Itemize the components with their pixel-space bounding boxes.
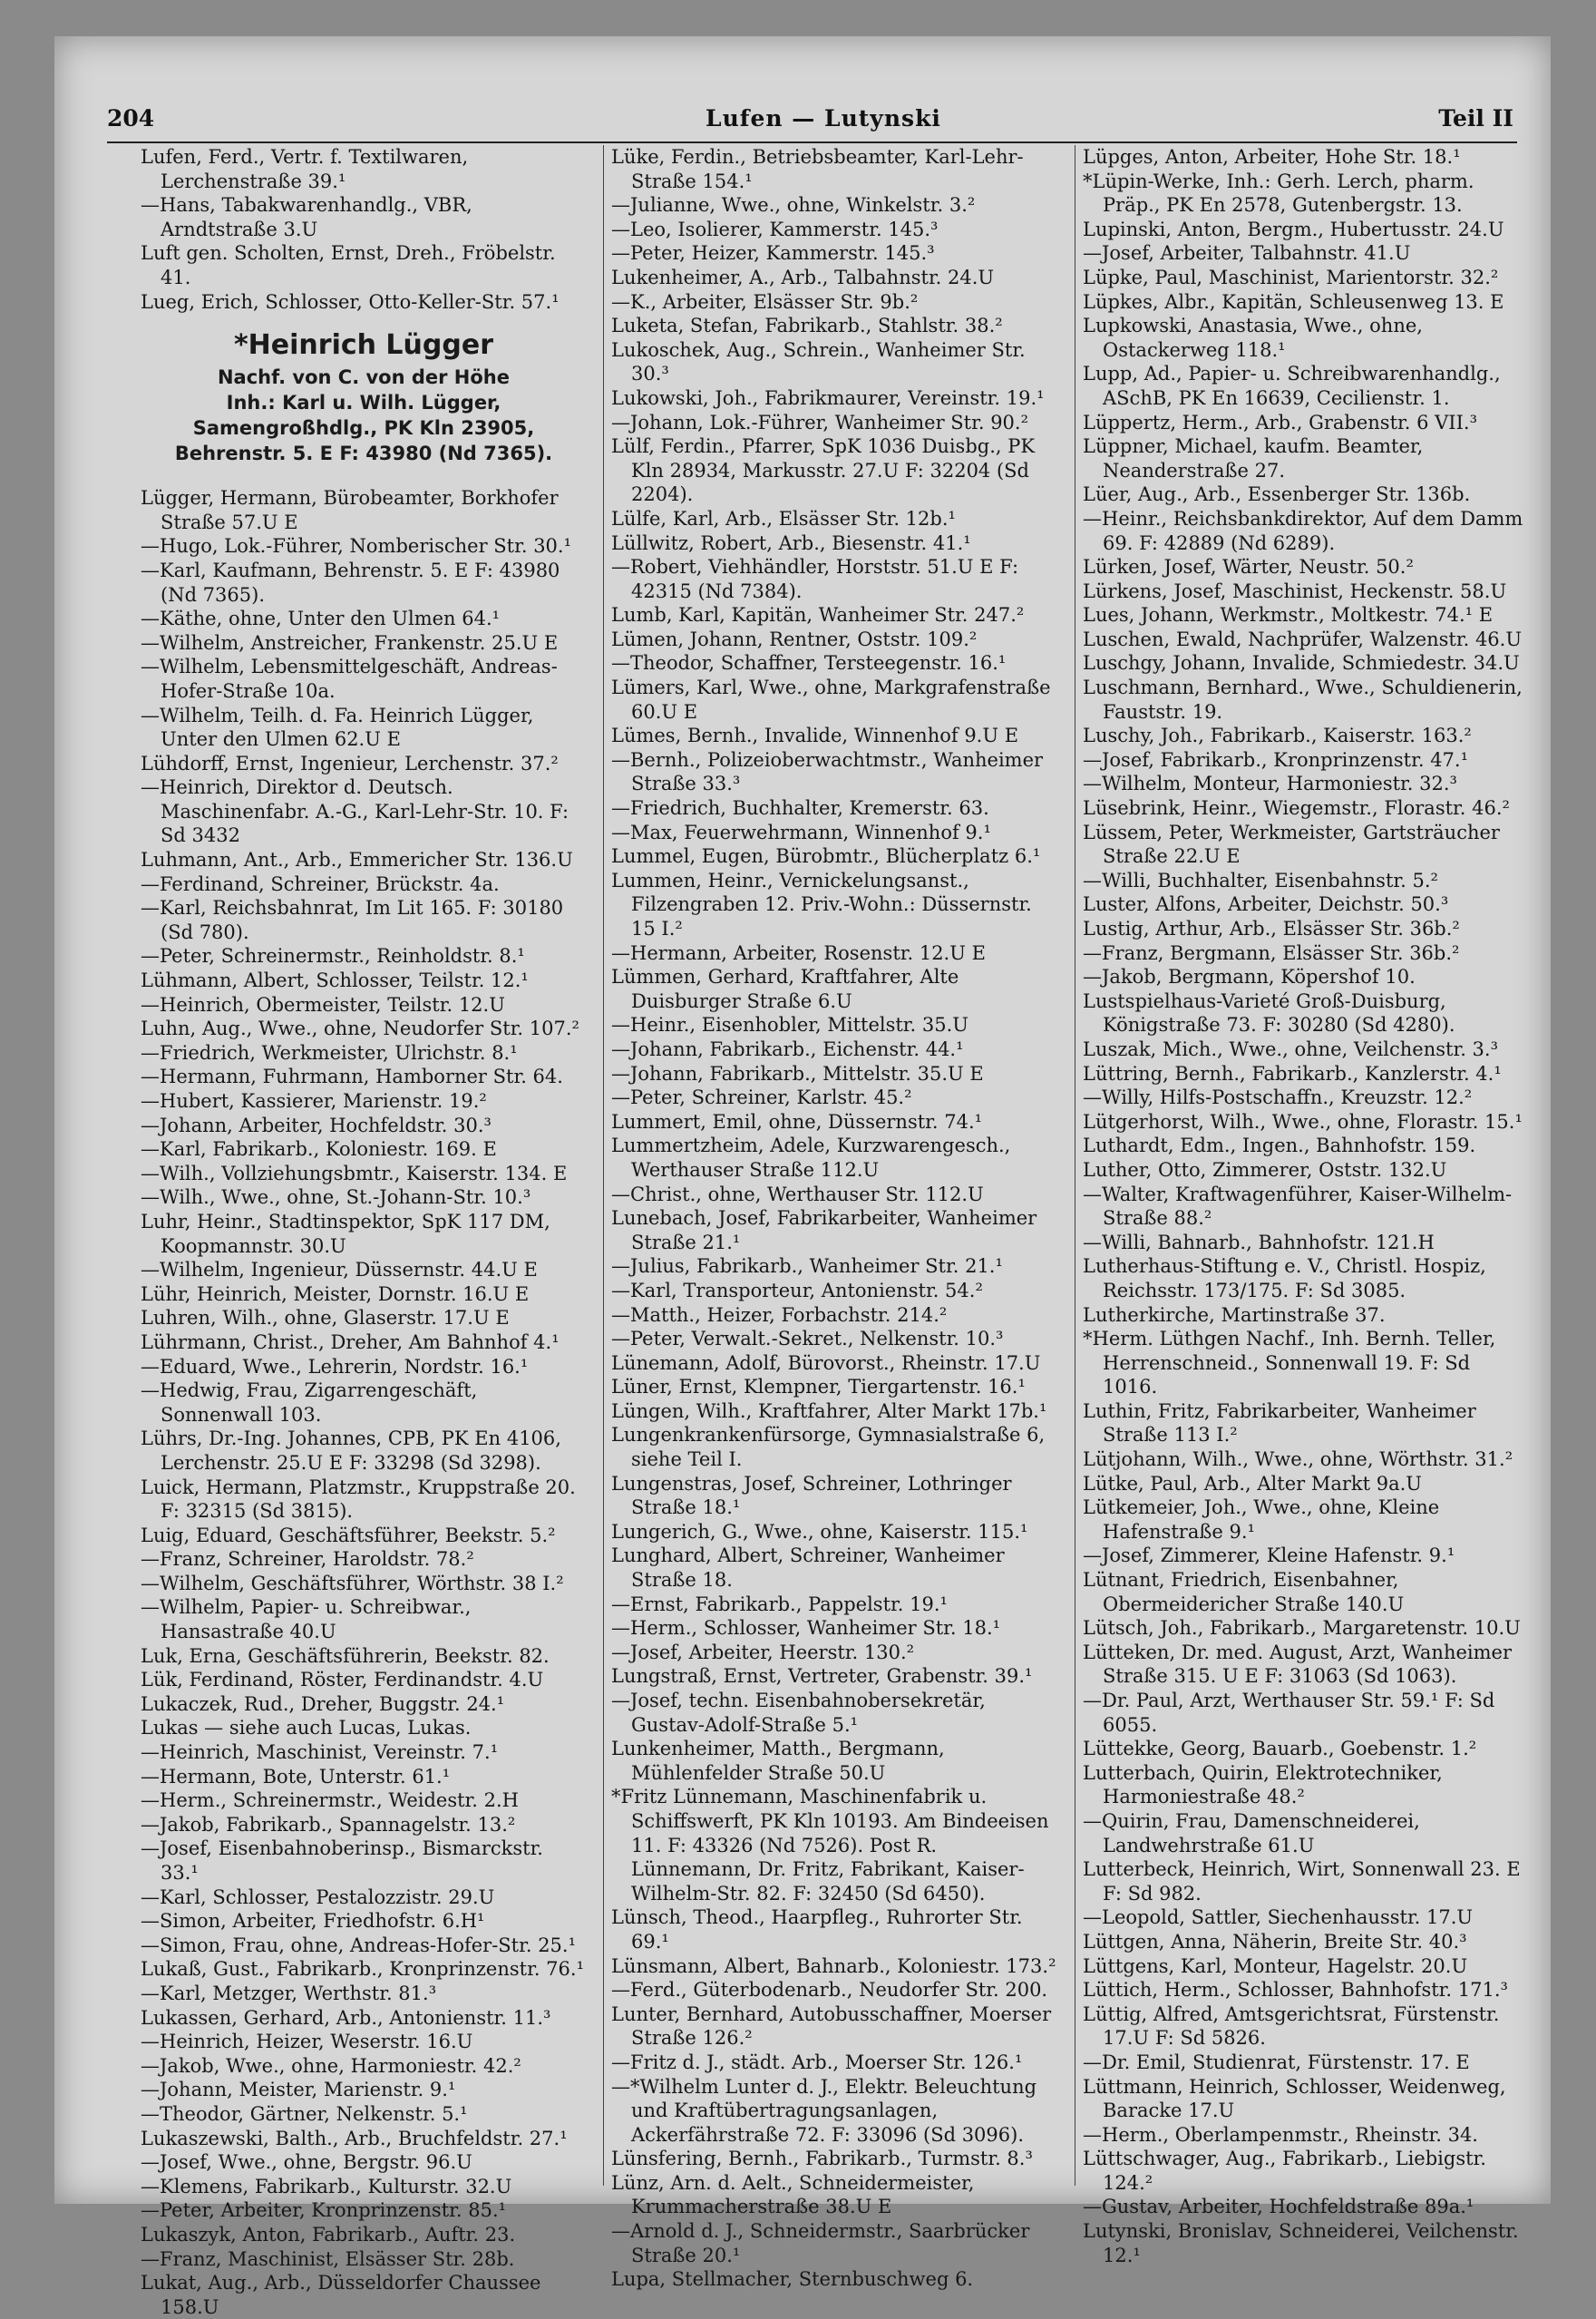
directory-entry: —Johann, Arbeiter, Hochfeldstr. 30.³ [141,1114,491,1136]
directory-entry: —Hubert, Kassierer, Marienstr. 19.² [141,1090,487,1112]
directory-entry: —Eduard, Wwe., Lehrerin, Nordstr. 16.¹ [141,1355,529,1378]
advertisement-line: Nachf. von C. von der Höhe [217,366,510,389]
directory-entry: —Heinr., Eisenhobler, Mittelstr. 35.U [611,1014,968,1037]
directory-column-1 [141,145,587,2318]
directory-entry: —Karl, Metzger, Werthstr. 81.³ [141,1982,437,2004]
directory-entry: —Josef, Fabrikarb., Kronprinzenstr. 47.¹ [1083,748,1469,771]
directory-entry: Lütke, Paul, Arb., Alter Markt 9a.U [1083,1472,1423,1495]
directory-entry: —Hugo, Lok.-Führer, Nomberischer Str. 30.¹ [141,535,572,558]
directory-entry: —Johann, Lok.-Führer, Wanheimer Str. 90.² [611,411,1029,434]
directory-entry: Lümmen, Gerhard, Kraftfahrer, Alte Duisburger Straße 6.U [611,966,959,1012]
directory-entry: *Lüpin-Werke, Inh.: Gerh. Lerch, pharm. Präp., PK En 2578, Gutenbergstr. 13. [1083,170,1474,217]
directory-entry: Lülf, Ferdin., Pfarrer, SpK 1036 Duisbg., PK Kln 28934, Markusstr. 27.U F: 32204 (Sd 2204). [611,435,1036,506]
directory-entry: —Arnold d. J., Schneidermstr., Saarbrücker Straße 20.¹ [611,2220,1030,2266]
directory-entry: Lünz, Arn. d. Aelt., Schneidermeister, Krummacherstraße 38.U E [611,2171,975,2218]
directory-entry: —Wilh., Wwe., ohne, St.-Johann-Str. 10.³ [141,1186,531,1209]
directory-entry: —Matth., Heizer, Forbachstr. 214.² [611,1303,948,1326]
directory-column-3 [1075,145,1529,2266]
directory-entry: Lupp, Ad., Papier- u. Schreibwarenhandlg., ASchB, PK En 16639, Cecilienstr. 1. [1083,363,1501,409]
directory-entry: Lukassen, Gerhard, Arb., Antonienstr. 11.³ [141,2006,551,2029]
directory-entry: —Karl, Fabrikarb., Koloniestr. 169. E [141,1138,497,1161]
directory-entry: Lustig, Arthur, Arb., Elsässer Str. 36b.² [1083,918,1460,940]
directory-entry: —Wilhelm, Ingenieur, Düssernstr. 44.U E [141,1259,538,1281]
directory-entry: Lüppner, Michael, kaufm. Beamter, Neanderstraße 27. [1083,435,1424,482]
directory-entry: —Jakob, Fabrikarb., Spannagelstr. 13.² [141,1813,516,1836]
directory-entry: —Josef, Wwe., ohne, Bergstr. 96.U [141,2151,472,2174]
directory-entry: Luschmann, Bernhard., Wwe., Schuldienerin, Fauststr. 19. [1083,677,1523,723]
directory-entry: —Ferd., Güterbodenarb., Neudorfer Str. 200. [611,1979,1048,2002]
directory-entry: Lürken, Josef, Wärter, Neustr. 50.² [1083,556,1414,579]
directory-entry: —Herm., Schreinermstr., Weidestr. 2.H [141,1789,519,1812]
directory-entry: —Hans, Tabakwarenhandlg., VBR, Arndtstraße 3.U [141,194,472,240]
directory-entry: Lütnant, Friedrich, Eisenbahner, Obermeidericher Straße 140.U [1083,1569,1405,1615]
directory-entry: Lünsmann, Albert, Bahnarb., Koloniestr. 173.² [611,1954,1056,1977]
directory-entry: Lukaszyk, Anton, Fabrikarb., Auftr. 23. [141,2223,516,2246]
directory-entry: —Dr. Emil, Studienrat, Fürstenstr. 17. E [1083,2051,1470,2073]
directory-entry: —Hermann, Bote, Unterstr. 61.¹ [141,1765,451,1788]
directory-entry: —Fritz d. J., städt. Arb., Moerser Str. 126.¹ [611,2051,1023,2073]
directory-entry: —K., Arbeiter, Elsässer Str. 9b.² [611,290,919,313]
directory-entry: Lungenstras, Josef, Schreiner, Lothringer Straße 18.¹ [611,1472,1012,1519]
directory-entry: Luther, Otto, Zimmerer, Oststr. 132.U [1083,1158,1447,1181]
directory-entry: —Leopold, Sattler, Siechenhausstr. 17.U [1083,1906,1474,1929]
directory-entry: Lutterbeck, Heinrich, Wirt, Sonnenwall 23. E F: Sd 982. [1083,1858,1521,1905]
directory-entry: Lungerich, G., Wwe., ohne, Kaiserstr. 115.¹ [611,1520,1028,1543]
directory-entry: —Karl, Kaufmann, Behrenstr. 5. E F: 43980 (Nd 7365). [141,559,560,606]
directory-entry: —Max, Feuerwehrmann, Winnenhof 9.¹ [611,821,991,843]
directory-entry: —Peter, Schreiner, Karlstr. 45.² [611,1086,912,1109]
directory-entry: Lukoschek, Aug., Schrein., Wanheimer Str. 30.³ [611,338,1026,385]
directory-entry: —Ferdinand, Schreiner, Brückstr. 4a. [141,872,500,895]
directory-entry: Lueg, Erich, Schlosser, Otto-Keller-Str. 57.¹ [141,290,560,313]
directory-entry: Luick, Hermann, Platzmstr., Kruppstraße 20. F: 32315 (Sd 3815). [141,1476,576,1523]
directory-entry: —Hermann, Fuhrmann, Hamborner Str. 64. [141,1066,563,1088]
directory-entry: —*Wilhelm Lunter d. J., Elektr. Beleuchtung und Kraftübertragungsanlagen, Ackerfährstraße 72. F: 33096 (Sd 3096). [611,2075,1037,2146]
directory-entry: Lüsebrink, Heinr., Wiegemstr., Florastr. 46.² [1083,797,1510,820]
directory-entry: Lügger, Hermann, Bürobeamter, Borkhofer Straße 57.U E [141,487,559,533]
entry-range: Lufen — Lutynski [706,105,941,132]
directory-entry: —Karl, Schlosser, Pestalozzistr. 29.U [141,1885,495,1908]
directory-entry: —Willy, Hilfs-Postschaffn., Kreuzstr. 12.² [1083,1086,1473,1109]
directory-entry: —Josef, Arbeiter, Heerstr. 130.² [611,1641,915,1663]
directory-entry: —Wilhelm, Anstreicher, Frankenstr. 25.U E [141,631,559,654]
directory-entry: Lüttschwager, Aug., Fabrikarb., Liebigstr. 124.² [1083,2148,1486,2194]
directory-entry: Lues, Johann, Werkmstr., Moltkestr. 74.¹ E [1083,604,1494,627]
directory-entry: Lüllwitz, Robert, Arb., Biesenstr. 41.¹ [611,531,971,554]
directory-entry: —Johann, Fabrikarb., Mittelstr. 35.U E [611,1062,984,1085]
section-label: Teil II [1438,105,1513,132]
directory-entry: Luschen, Ewald, Nachprüfer, Walzenstr. 46.U [1083,628,1523,650]
directory-entry: Lürkens, Josef, Maschinist, Heckenstr. 58.U [1083,580,1507,602]
directory-entry: Lunkenheimer, Matth., Bergmann, Mühlenfelder Straße 50.U [611,1738,945,1784]
directory-entry: —Ernst, Fabrikarb., Pappelstr. 19.¹ [611,1593,948,1615]
directory-entry: Luthin, Fritz, Fabrikarbeiter, Wanheimer Straße 113 I.² [1083,1399,1476,1447]
directory-entry: Lüssem, Peter, Werkmeister, Gartsträucher Straße 22.U E [1083,821,1500,868]
directory-entry: —Christ., ohne, Werthauser Str. 112.U [611,1183,984,1205]
directory-entry: —Wilhelm, Geschäftsführer, Wörthstr. 38 I.² [141,1572,564,1594]
directory-entry: Lummert, Emil, ohne, Düssernstr. 74.¹ [611,1110,983,1133]
directory-entry: —Käthe, ohne, Unter den Ulmen 64.¹ [141,608,501,630]
directory-entry: —Peter, Arbeiter, Kronprinzenstr. 85.¹ [141,2199,507,2222]
directory-entry: —Jakob, Wwe., ohne, Harmoniestr. 42.² [141,2054,521,2077]
directory-entry: Lümen, Johann, Rentner, Oststr. 109.² [611,628,978,650]
directory-entry: —Franz, Bergmann, Elsässer Str. 36b.² [1083,941,1460,964]
directory-entry: Lupinski, Anton, Bergm., Hubertusstr. 24.U [1083,218,1504,240]
directory-entry: Lummel, Eugen, Bürobmtr., Blücherplatz 6.¹ [611,845,1041,868]
directory-entry: —Herm., Schlosser, Wanheimer Str. 18.¹ [611,1617,1001,1640]
directory-entry: Luhr, Heinr., Stadtinspektor, SpK 117 DM, Koopmannstr. 30.U [141,1210,550,1257]
directory-entry: —Leo, Isolierer, Kammerstr. 145.³ [611,218,939,240]
directory-entry: Lukaszewski, Balth., Arb., Bruchfeldstr. 27.¹ [141,2127,568,2149]
directory-entry: Lütsch, Joh., Fabrikarb., Margaretenstr. 10.U [1083,1617,1521,1640]
directory-entry: —Josef, Eisenbahnoberinsp., Bismarckstr. 33.¹ [141,1837,543,1884]
directory-entry: Lüttgen, Anna, Näherin, Breite Str. 40.³ [1083,1930,1467,1953]
directory-entry: Luig, Eduard, Geschäftsführer, Beekstr. 5.² [141,1524,556,1546]
directory-entry: Luhmann, Ant., Arb., Emmericher Str. 136.U [141,849,573,872]
directory-entry: —Quirin, Frau, Damenschneiderei, Landwehrstraße 61.U [1083,1809,1420,1856]
directory-entry: —Friedrich, Buchhalter, Kremerstr. 63. [611,797,989,820]
directory-entry: Lungstraß, Ernst, Vertreter, Grabenstr. 39.¹ [611,1665,1033,1688]
directory-entry: —Josef, Arbeiter, Talbahnstr. 41.U [1083,242,1411,265]
directory-entry: Lukat, Aug., Arb., Düsseldorfer Chaussee 158.U [141,2272,541,2318]
directory-entry: Lüngen, Wilh., Kraftfahrer, Alter Markt 17b.¹ [611,1399,1047,1422]
directory-entry: Lük, Ferdinand, Röster, Ferdinandstr. 4.U [141,1669,544,1691]
directory-entry: —Heinrich, Direktor d. Deutsch. Maschinenfabr. A.-G., Karl-Lehr-Str. 10. F: Sd 3432 [141,776,569,847]
directory-entry: Lukas — siehe auch Lucas, Lukas. [141,1717,472,1739]
directory-entry: Lukaß, Gust., Fabrikarb., Kronprinzenstr. 76.¹ [141,1958,584,1981]
directory-entry: —Hedwig, Frau, Zigarrengeschäft, Sonnenwall 103. [141,1379,478,1426]
directory-entry: Lütgerhorst, Wilh., Wwe., ohne, Florastr. 15.¹ [1083,1110,1523,1133]
directory-entry: *Fritz Lünnemann, Maschinenfabrik u. Schiffswerft, PK Kln 10193. Am Bindeeisen 11. F: 43326 (Nd 7526). Post R. Lünnemann, Dr. Fritz, Fabrikant, Kaiser-Wilhelm-Str. 82. F: 32450 (Sd 6450). [611,1786,1049,1905]
directory-entry: —Heinrich, Maschinist, Vereinstr. 7.¹ [141,1741,499,1764]
directory-entry: Lüttgens, Karl, Monteur, Hagelstr. 20.U [1083,1954,1468,1977]
directory-entry: —Heinrich, Obermeister, Teilstr. 12.U [141,993,505,1016]
directory-entry: —Josef, techn. Eisenbahnobersekretär, Gustav-Adolf-Straße 5.¹ [611,1690,986,1736]
page-header [107,102,1517,143]
directory-entry: —Theodor, Schaffner, Tersteegenstr. 16.¹ [611,652,1007,675]
directory-entry: —Franz, Maschinist, Elsässer Str. 28b. [141,2247,515,2270]
directory-entry: Lüttring, Bernh., Fabrikarb., Kanzlerstr. 4.¹ [1083,1062,1502,1085]
directory-entry: Lünemann, Adolf, Bürovorst., Rheinstr. 17.U [611,1351,1041,1374]
directory-entry: Lührs, Dr.-Ing. Johannes, CPB, PK En 4106, Lerchenstr. 25.U E F: 33298 (Sd 3298). [141,1427,561,1474]
directory-entry: Lukowski, Joh., Fabrikmaurer, Vereinstr. 19.¹ [611,386,1045,409]
directory-entry: —Julius, Fabrikarb., Wanheimer Str. 21.¹ [611,1255,1003,1278]
directory-entry: Lutterbach, Quirin, Elektrotechniker, Harmoniestraße 48.² [1083,1761,1443,1808]
directory-entry: —Gustav, Arbeiter, Hochfeldstraße 89a.¹ [1083,2196,1474,2218]
directory-entry: —Klemens, Fabrikarb., Kulturstr. 32.U [141,2175,512,2197]
directory-entry: Luketa, Stefan, Fabrikarb., Stahlstr. 38.² [611,315,1003,337]
directory-entry: Lunebach, Josef, Fabrikarbeiter, Wanheimer Straße 21.¹ [611,1207,1037,1253]
directory-entry: Lünsch, Theod., Haarpfleg., Ruhrorter Str. 69.¹ [611,1906,1023,1953]
directory-entry: Lütjohann, Wilh., Wwe., ohne, Wörthstr. 31.² [1083,1448,1513,1471]
directory-entry: —Bernh., Polizeioberwachtmstr., Wanheimer Straße 33.³ [611,748,1044,795]
directory-entry: Luszak, Mich., Wwe., ohne, Veilchenstr. 3.³ [1083,1038,1499,1060]
directory-entry: Lupa, Stellmacher, Sternbuschweg 6. [611,2268,974,2291]
directory-entry: Lüttmann, Heinrich, Schlosser, Weidenweg, Baracke 17.U [1083,2075,1506,2122]
directory-entry: Lufen, Ferd., Vertr. f. Textilwaren, Lerchenstraße 39.¹ [141,146,469,192]
directory-entry: Luhren, Wilh., ohne, Glaserstr. 17.U E [141,1307,510,1330]
directory-entry: —Willi, Bahnarb., Bahnhofstr. 121.H [1083,1231,1435,1253]
directory-entry: Lümers, Karl, Wwe., ohne, Markgrafenstraße 60.U E [611,677,1051,723]
directory-entry: —Heinr., Reichsbankdirektor, Auf dem Damm 69. F: 42889 (Nd 6289). [1083,507,1523,554]
directory-entry: Lüpkes, Albr., Kapitän, Schleusenweg 13. E [1083,290,1504,313]
directory-entry: —Wilhelm, Monteur, Harmoniestr. 32.³ [1083,773,1457,795]
directory-entry: —Simon, Arbeiter, Friedhofstr. 6.H¹ [141,1910,485,1933]
directory-entry: Lüke, Ferdin., Betriebsbeamter, Karl-Lehr-Straße 154.¹ [611,146,1024,192]
directory-entry: —Julianne, Wwe., ohne, Winkelstr. 3.² [611,194,976,217]
directory-entry: Lühr, Heinrich, Meister, Dornstr. 16.U E [141,1282,530,1305]
directory-entry: Lupkowski, Anastasia, Wwe., ohne, Ostackerweg 118.¹ [1083,315,1423,361]
directory-entry: Lümes, Bernh., Invalide, Winnenhof 9.U E [611,725,1019,747]
directory-entry: —Franz, Schreiner, Haroldstr. 78.² [141,1548,474,1571]
directory-entry: Luschgy, Johann, Invalide, Schmiedestr. 34.U [1083,652,1520,675]
directory-entry: Lüpke, Paul, Maschinist, Marientorstr. 32.² [1083,266,1499,288]
page-number: 204 [107,105,155,132]
directory-entry: Lüttig, Alfred, Amtsgerichtsrat, Fürstenstr. 17.U F: Sd 5826. [1083,2002,1500,2050]
directory-entry: Lustspielhaus-Varieté Groß-Duisburg, Königstraße 73. F: 30280 (Sd 4280). [1083,989,1455,1037]
directory-entry: Lutherkirche, Martinstraße 37. [1083,1303,1386,1326]
directory-entry: —Wilhelm, Teilh. d. Fa. Heinrich Lügger, Unter den Ulmen 62.U E [141,704,534,751]
advertisement-block [141,326,587,466]
directory-entry: Lühmann, Albert, Schlosser, Teilstr. 12.¹ [141,969,529,992]
directory-entry: Lumb, Karl, Kapitän, Wanheimer Str. 247.² [611,604,1025,627]
directory-entry: Lüner, Ernst, Klempner, Tiergartenstr. 16.¹ [611,1376,1026,1398]
directory-entry: —Jakob, Bergmann, Köpershof 10. [1083,966,1416,989]
directory-entry: Lühdorff, Ernst, Ingenieur, Lerchenstr. 37.² [141,752,559,775]
directory-entry: Lütkemeier, Joh., Wwe., ohne, Kleine Hafenstraße 9.¹ [1083,1496,1440,1543]
directory-entry: —Herm., Oberlampenmstr., Rheinstr. 34. [1083,2123,1478,2146]
directory-entry: Lummen, Heinr., Vernickelungsanst., Filzengraben 12. Priv.-Wohn.: Düssernstr. 15 I.² [611,869,1032,940]
directory-entry: —Johann, Meister, Marienstr. 9.¹ [141,2079,456,2101]
directory-entry: —Johann, Fabrikarb., Eichenstr. 44.¹ [611,1038,964,1060]
directory-entry: Luk, Erna, Geschäftsführerin, Beekstr. 82. [141,1644,550,1667]
directory-entry: Lüppertz, Herm., Arb., Grabenstr. 6 VII.³ [1083,411,1477,434]
directory-entry: Lünsfering, Bernh., Fabrikarb., Turmstr. 8.³ [611,2148,1033,2170]
directory-entry: —Karl, Transporteur, Antonienstr. 54.² [611,1279,983,1301]
directory-entry: —Simon, Frau, ohne, Andreas-Hofer-Str. 25.¹ [141,1934,577,1956]
directory-entry: Lüpges, Anton, Arbeiter, Hohe Str. 18.¹ [1083,146,1461,168]
directory-entry: Luhn, Aug., Wwe., ohne, Neudorfer Str. 107.² [141,1018,579,1040]
directory-column-2 [603,145,1057,2291]
directory-entry: Luthardt, Edm., Ingen., Bahnhofstr. 159. [1083,1135,1476,1157]
directory-entry: —Karl, Reichsbahnrat, Im Lit 165. F: 30180 (Sd 780). [141,897,564,943]
directory-entry: Lütteken, Dr. med. August, Arzt, Wanheimer Straße 315. U E F: 31063 (Sd 1063). [1083,1641,1512,1688]
directory-entry: Lülfe, Karl, Arb., Elsässer Str. 12b.¹ [611,507,956,530]
advertisement-title: *Heinrich Lügger [233,329,493,362]
directory-entry: —Wilh., Vollziehungsbmtr., Kaiserstr. 134. E [141,1162,568,1184]
directory-entry: —Theodor, Gärtner, Nelkenstr. 5.¹ [141,2102,468,2125]
directory-entry: Luft gen. Scholten, Ernst, Dreh., Fröbelstr. 41. [141,242,556,288]
directory-entry: Lukaczek, Rud., Dreher, Buggstr. 24.¹ [141,1692,505,1715]
directory-entry: Lüttich, Herm., Schlosser, Bahnhofstr. 171.³ [1083,1979,1508,2002]
directory-entry: —Wilhelm, Papier- u. Schreibwar., Hansastraße 40.U [141,1596,472,1643]
directory-entry: —Peter, Heizer, Kammerstr. 145.³ [611,242,935,265]
directory-entry: Lungenkrankenfürsorge, Gymnasialstraße 6, siehe Teil I. [611,1424,1046,1471]
advertisement-line: Inh.: Karl u. Wilh. Lügger, Samengroßhdlg., PK Kln 23905, Behrenstr. 5. E F: 43980 (Nd 7365). [174,392,553,465]
directory-entry: —Josef, Zimmerer, Kleine Hafenstr. 9.¹ [1083,1544,1455,1567]
directory-entry: Lutynski, Bronislav, Schneiderei, Veilchenstr. 12.¹ [1083,2220,1519,2266]
directory-entry: —Peter, Verwalt.-Sekret., Nelkenstr. 10.³ [611,1328,1004,1350]
directory-entry: —Heinrich, Heizer, Weserstr. 16.U [141,2031,473,2053]
directory-entry: Lukenheimer, A., Arb., Talbahnstr. 24.U [611,266,995,288]
directory-entry: —Willi, Buchhalter, Eisenbahnstr. 5.² [1083,869,1438,892]
directory-entry: —Wilhelm, Lebensmittelgeschäft, Andreas-Hofer-Straße 10a. [141,656,558,702]
directory-entry: Lüttekke, Georg, Bauarb., Goebenstr. 1.² [1083,1738,1477,1760]
directory-entry: —Hermann, Arbeiter, Rosenstr. 12.U E [611,941,986,964]
directory-entry: —Friedrich, Werkmeister, Ulrichstr. 8.¹ [141,1041,518,1064]
directory-entry: Luster, Alfons, Arbeiter, Deichstr. 50.³ [1083,893,1449,916]
directory-entry: —Dr. Paul, Arzt, Werthauser Str. 59.¹ F: Sd 6055. [1083,1690,1495,1736]
directory-entry: Lührmann, Christ., Dreher, Am Bahnhof 4.¹ [141,1330,560,1353]
directory-entry: Lutherhaus-Stiftung e. V., Christl. Hospiz, Reichsstr. 173/175. F: Sd 3085. [1083,1255,1486,1301]
directory-entry: Lunter, Bernhard, Autobusschaffner, Moerser Straße 126.² [611,2002,1052,2050]
directory-entry: —Peter, Schreinermstr., Reinholdstr. 8.¹ [141,945,525,968]
directory-entry: Luschy, Joh., Fabrikarb., Kaiserstr. 163.² [1083,725,1472,747]
directory-entry: Lummertzheim, Adele, Kurzwarengesch., Werthauser Straße 112.U [611,1135,1011,1181]
directory-entry: Lunghard, Albert, Schreiner, Wanheimer Straße 18. [611,1544,1005,1592]
directory-entry: —Walter, Kraftwagenführer, Kaiser-Wilhelm-Straße 88.² [1083,1183,1513,1230]
directory-entry: Lüer, Aug., Arb., Essenberger Str. 136b. [1083,483,1471,506]
directory-entry: —Robert, Viehhändler, Horststr. 51.U E F: 42315 (Nd 7384). [611,556,1019,602]
directory-entry: *Herm. Lüthgen Nachf., Inh. Bernh. Teller, Herrenschneid., Sonnenwall 19. F: Sd 1016. [1083,1328,1496,1398]
